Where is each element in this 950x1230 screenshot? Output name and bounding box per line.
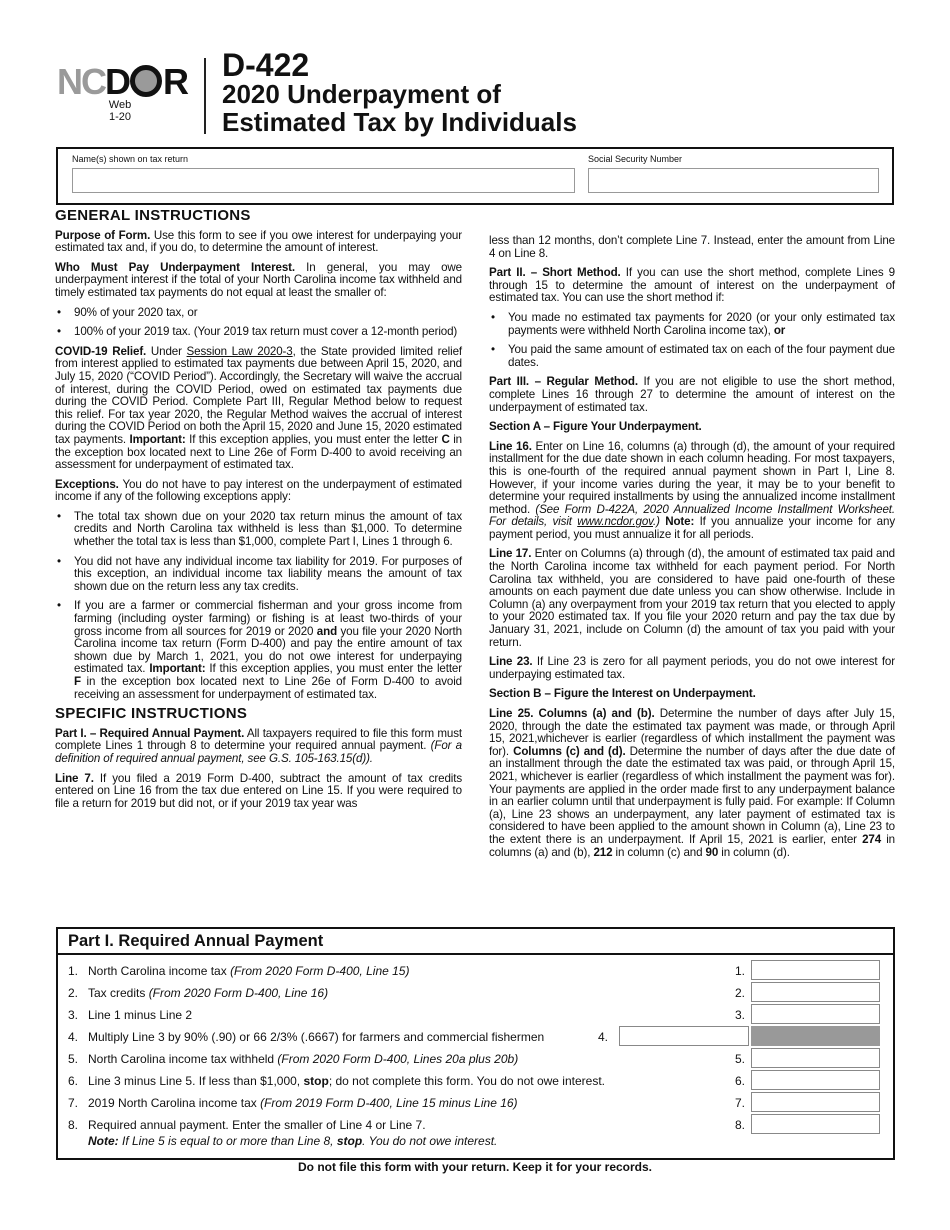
text-run: 90 (705, 845, 719, 859)
text-run: Line 23. (489, 655, 533, 669)
taxpayer-id-box (56, 147, 894, 205)
section-heading: Section A – Figure Your Underpayment. (489, 420, 702, 434)
line-number: 4. (68, 1030, 79, 1044)
text-run: less than 12 months, don’t complete Line 7. Instead, enter the amount from Line 4 on Line 8. (489, 234, 895, 260)
text-run[interactable]: www.ncdor.gov (577, 515, 653, 529)
line-text: Line 1 minus Line 2 (88, 1008, 193, 1022)
paragraph (55, 346, 462, 472)
line-2-amount-field[interactable] (751, 982, 880, 1002)
instructions-right-column (489, 235, 895, 866)
text-run: Line 17. (489, 547, 532, 561)
section-heading: GENERAL INSTRUCTIONS (55, 207, 251, 224)
line-source-note: (From 2020 Form D-400, Line 15) (230, 964, 410, 978)
form-number: D-422 (222, 47, 310, 83)
text-run: in column (c) and (612, 845, 706, 859)
paragraph (55, 479, 462, 504)
part1-note (58, 1132, 893, 1150)
line-number: 7. (68, 1096, 79, 1110)
section-heading: SPECIFIC INSTRUCTIONS (55, 705, 248, 723)
name-field[interactable] (72, 168, 575, 193)
title-line-1: 2020 Underpayment of (222, 79, 501, 109)
text-run: If this exception applies, you must enter the letter (205, 662, 462, 676)
text-run: Under (146, 344, 187, 358)
text-run: You did not have any individual income tax liability for 2019. For purposes of this exception, an individual income tax liability means the amount of tax shown due on the return less any tax credits. (74, 554, 462, 593)
line-number: 2. (68, 986, 79, 1000)
line-text: North Carolina income tax withheld (88, 1052, 278, 1066)
line-description (88, 1048, 518, 1070)
form-version (100, 99, 140, 123)
text-run: .) (653, 515, 660, 529)
instructions-left-column (55, 207, 463, 817)
note-text: . You do not owe interest. (362, 1134, 498, 1148)
line-description (88, 1026, 544, 1048)
part1-line-1 (58, 960, 893, 982)
line-source-note: (From 2020 Form D-400, Lines 20a plus 20b) (277, 1052, 519, 1066)
line-number: 5. (68, 1052, 79, 1066)
bullet-list (489, 312, 895, 369)
bullet-item (55, 511, 462, 549)
name-label: Name(s) shown on tax return (72, 154, 189, 164)
text-run: In general, you may owe underpayment interest if the total of your North Carolina income tax withheld and timely estimated tax payments do not equal at least the smaller of: (55, 260, 463, 299)
part1-line-3 (58, 1004, 893, 1026)
title-line-2: Estimated Tax by Individuals (222, 107, 577, 137)
text-run: If you filed a 2019 Form D-400, subtract the amount of tax credits entered on Line 16 from the tax due entered on Line 15. If you were required to file a return for 2019 but did not, or if your 2019 tax year was (55, 771, 463, 810)
text-run: 90% of your 2020 tax, or (74, 305, 198, 319)
ncdor-logo (57, 61, 187, 102)
line-ref-number: 3. (734, 1008, 745, 1022)
paragraph (489, 548, 895, 649)
line-6-amount-field[interactable] (751, 1070, 880, 1090)
part1-line-7 (58, 1092, 893, 1114)
text-run: Purpose of Form. (55, 228, 151, 242)
line-source-note: (From 2019 Form D-400, Line 15 minus Line 16) (260, 1096, 518, 1110)
text-run: Determine the number of days after the due date of an installment through the date the estimated tax was paid, or through April 15, 2021, whichever is earlier (regardless of which installment the payment was for). Your payments are applied in the order made first to any underpayment balance in an earlier column until that underpayment is fully paid. For example: If Column (a), Line 23 shows an underpayment, any later payment of estimated tax is considered to have been applied to the amount shown in Column (a), Line 23 to the extent there is an underpayment. If April 15, 2021 is earlier, enter (489, 744, 895, 846)
section-heading: Section B – Figure the Interest on Underpayment. (489, 687, 756, 701)
text-run: All taxpayers required to file this form must complete Lines 1 through 8 to determine your required annual payment. (55, 726, 463, 753)
text-run: Who Must Pay Underpayment Interest. (55, 260, 296, 274)
line-description (88, 1092, 518, 1114)
line-ref-number: 6. (734, 1074, 745, 1088)
version-label: 1-20 (108, 111, 132, 123)
line-source-note: (From 2020 Form D-400, Line 16) (148, 986, 329, 1000)
line-text: Multiply Line 3 by 90% (.90) or 66 2/3% (.6667) for farmers and commercial fishermen (88, 1030, 545, 1044)
line-number: 6. (68, 1074, 79, 1088)
text-run: you file your 2020 North Carolina income tax return (Form D-400) and pay the entire amount of tax shown due by March 1, 2021, you do not owe interest for underpaying estimated tax. (74, 624, 462, 676)
line-text: Line 3 minus Line 5. If less than $1,000, (88, 1074, 304, 1088)
line-ref-number: 1. (734, 964, 745, 978)
text-run: Determine the number of days after July 15, 2020, through the date the estimated tax payment was made, or through April 15, 2021,whichever is earlier (regardless of which installment the payment was for). (489, 707, 895, 758)
line-ref-number: 5. (734, 1052, 745, 1066)
text-run: COVID-19 Relief. (55, 344, 147, 358)
ssn-label: Social Security Number (588, 154, 683, 164)
text-run: in the exception box located next to Line 26e of Form D-400 to avoid receiving an assessment for underpayment of estimated tax. (74, 675, 462, 701)
paragraph (55, 728, 462, 766)
text-run: or (773, 323, 786, 337)
text-run: F (74, 675, 81, 688)
text-run: in columns (a) and (b), (489, 832, 895, 859)
text-run: and (316, 624, 338, 638)
text-run: Line 16. (489, 439, 532, 453)
footer-note: Do not file this form with your return. Keep it for your records. (297, 1160, 653, 1174)
line-description (88, 960, 409, 982)
line-7-amount-field[interactable] (751, 1092, 880, 1112)
text-run: , the State provided limited relief from interest applied to estimated tax payments due between April 15, 2020, and July 15, 2020 (“COVID Period”). Accordingly, the Secretary will waive the accrual of interest, during the COVID Period, owed on estimated tax payments due during the COVID Period. Complete Part III, Regular Method below to request this relief. For tax year 2020, the Regular Method waives the accrual of interest during the COVID Period on both the April 15, 2020 and June 15, 2020 estimated tax payments. (55, 344, 463, 446)
paragraph (489, 267, 895, 305)
paragraph (489, 656, 895, 681)
text-run: You paid the same amount of estimated tax on each of the four payment due dates. (508, 343, 895, 369)
text-run: Enter on Columns (a) through (d), the amount of estimated tax paid and the North Carolina income tax withheld for each payment period. For North Carolina tax withheld, you are considered to have paid one-fourth of these amounts on each payment due date unless you can show otherwise. Include in Column (a) any overpayment from your 2019 tax return that you elected to apply to your 2020 estimated tax. If you file your 2020 return and pay the tax due by January 31, 2021, include on Column (d) the amount of tax you paid with your return. (489, 547, 895, 649)
logo-nc: NC (57, 61, 105, 102)
text-run: Line 25. Columns (a) and (b). (489, 707, 655, 720)
bullet-list (55, 511, 462, 701)
header-divider (204, 58, 206, 134)
line-number: 8. (68, 1118, 79, 1132)
paragraph (55, 230, 462, 255)
text-run: If you annualize your income for any payment period, you must annualize it for all periods. (489, 515, 896, 541)
text-run: in the exception box located next to Line 26e of Form D-400 to avoid receiving an assessment for underpayment of estimated tax. (55, 432, 462, 472)
line-description (88, 982, 328, 1004)
line-number: 1. (68, 964, 79, 978)
bullet-item (55, 326, 462, 339)
logo-d: D (105, 61, 129, 102)
line-description (88, 1004, 192, 1026)
part1-line-5 (58, 1048, 893, 1070)
part1-line-2 (58, 982, 893, 1004)
text-run: 100% of your 2019 tax. (Your 2019 tax return must cover a 12-month period) (74, 325, 458, 339)
text-run: If you are not eligible to use the short method, complete Lines 16 through 27 to determine the amount of interest on the underpayment of estimated tax. (489, 375, 895, 414)
text-run: (See Form D-422A, 2020 Annualized Income Installment Worksheet. For details, visit (489, 502, 896, 529)
part1-title: Part I. Required Annual Payment (58, 929, 893, 955)
bullet-item (55, 600, 462, 701)
paragraph (489, 441, 895, 542)
text-run: Part II. – Short Method. (489, 266, 621, 280)
paragraph (489, 235, 895, 260)
text-run: If you can use the short method, complete Lines 9 through 15 to determine the amount of interest on the underpayment of estimated tax. You can use the short method if: (489, 266, 895, 305)
form-title (222, 80, 577, 136)
text-run[interactable]: Session Law 2020-3 (186, 344, 293, 358)
note-label: Note: (88, 1134, 119, 1148)
text-run: If this exception applies, you must enter the letter (185, 432, 442, 446)
line-text: Required annual payment. Enter the smaller of Line 4 or Line 7. (88, 1118, 426, 1132)
ssn-field[interactable] (588, 168, 879, 193)
line-1-amount-field[interactable] (751, 960, 880, 980)
note-stop: stop (336, 1134, 363, 1148)
bullet-item (55, 307, 462, 320)
text-run: If Line 23 is zero for all payment periods, you do not owe interest for underpaying estimated tax. (489, 655, 895, 681)
part1-line-6 (58, 1070, 893, 1092)
bullet-item (55, 556, 462, 594)
line-text: 2019 North Carolina income tax (88, 1096, 261, 1110)
logo-o-circle-icon (130, 65, 162, 97)
paragraph (55, 773, 462, 811)
note-text: If Line 5 is equal to or more than Line 8, (118, 1134, 337, 1148)
text-run: Columns (c) and (d). (513, 744, 626, 758)
text-run: C (441, 432, 450, 446)
text-run: You do not have to pay interest on the underpayment of estimated income if any of the following exceptions apply: (55, 477, 462, 504)
line-number: 3. (68, 1008, 79, 1022)
line-ref-number: 2. (734, 986, 745, 1000)
line-3-amount-field[interactable] (751, 1004, 880, 1024)
text-run: The total tax shown due on your 2020 tax return minus the amount of tax credits and North Carolina tax withheld is less than $1,000. To determine whether the total tax is less than $1,000, complete Part I, Lines 1 through 6. (74, 509, 462, 549)
text-run: 212 (593, 845, 613, 859)
web-label: Web (108, 99, 132, 111)
text-run: If you are a farmer or commercial fisherman and your gross income from farming (including oyster farming) or fishing is at least two-thirds of your gross income from all sources for 2019 or 2020 (74, 599, 462, 638)
text-run: Use this form to see if you owe interest for underpaying your estimated tax and, if you do, to determine the amount of interest. (55, 228, 462, 255)
text-run: You made no estimated tax payments for 2020 (or your only estimated tax payments were withheld North Carolina income tax), (508, 310, 895, 337)
text-run: Important: (149, 662, 206, 676)
line-text: Tax credits (88, 986, 149, 1000)
part1-line-4 (58, 1026, 893, 1048)
bullet-item (489, 312, 895, 337)
logo-r: R (163, 61, 187, 102)
text-run: Line 7. (55, 771, 94, 785)
line-ref-number: 7. (734, 1096, 745, 1110)
text-run: in column (d). (718, 845, 790, 859)
line-4-amount-field[interactable] (619, 1026, 749, 1046)
line-text: North Carolina income tax (88, 964, 231, 978)
paragraph (489, 708, 895, 859)
text-run: Exceptions. (55, 477, 119, 491)
text-run: Note: (665, 515, 695, 529)
line-description (88, 1070, 605, 1092)
line-text-bold: stop (303, 1074, 329, 1088)
text-run: 274 (862, 832, 882, 846)
line-5-amount-field[interactable] (751, 1048, 880, 1068)
line-ref-number: 8. (734, 1118, 745, 1132)
text-run: Important: (129, 432, 186, 446)
part1-required-annual-payment (56, 927, 895, 1160)
bullet-item (489, 344, 895, 369)
text-run: (For a definition of required annual payment, see G.S. 105-163.15(d)). (55, 739, 463, 765)
text-run: Part I. – Required Annual Payment. (55, 726, 245, 740)
text-run: Enter on Line 16, columns (a) through (d), the amount of your required installment for the due date shown in each column heading. For most taxpayers, this is one-fourth of the required annual payment shown in Part I, Line 8. However, if your income varies during the year, it may be to your benefit to determine your required installments by using the annualized income installment method. (489, 439, 895, 516)
paragraph (489, 376, 895, 414)
line-8-amount-field[interactable] (751, 1114, 880, 1134)
bullet-list (55, 307, 462, 339)
text-run: Part III. – Regular Method. (489, 375, 638, 389)
line-ref-number: 4. (598, 1030, 609, 1044)
paragraph (55, 262, 462, 300)
line-text: ; do not complete this form. You do not owe interest. (328, 1074, 605, 1088)
shaded-box (751, 1026, 880, 1046)
